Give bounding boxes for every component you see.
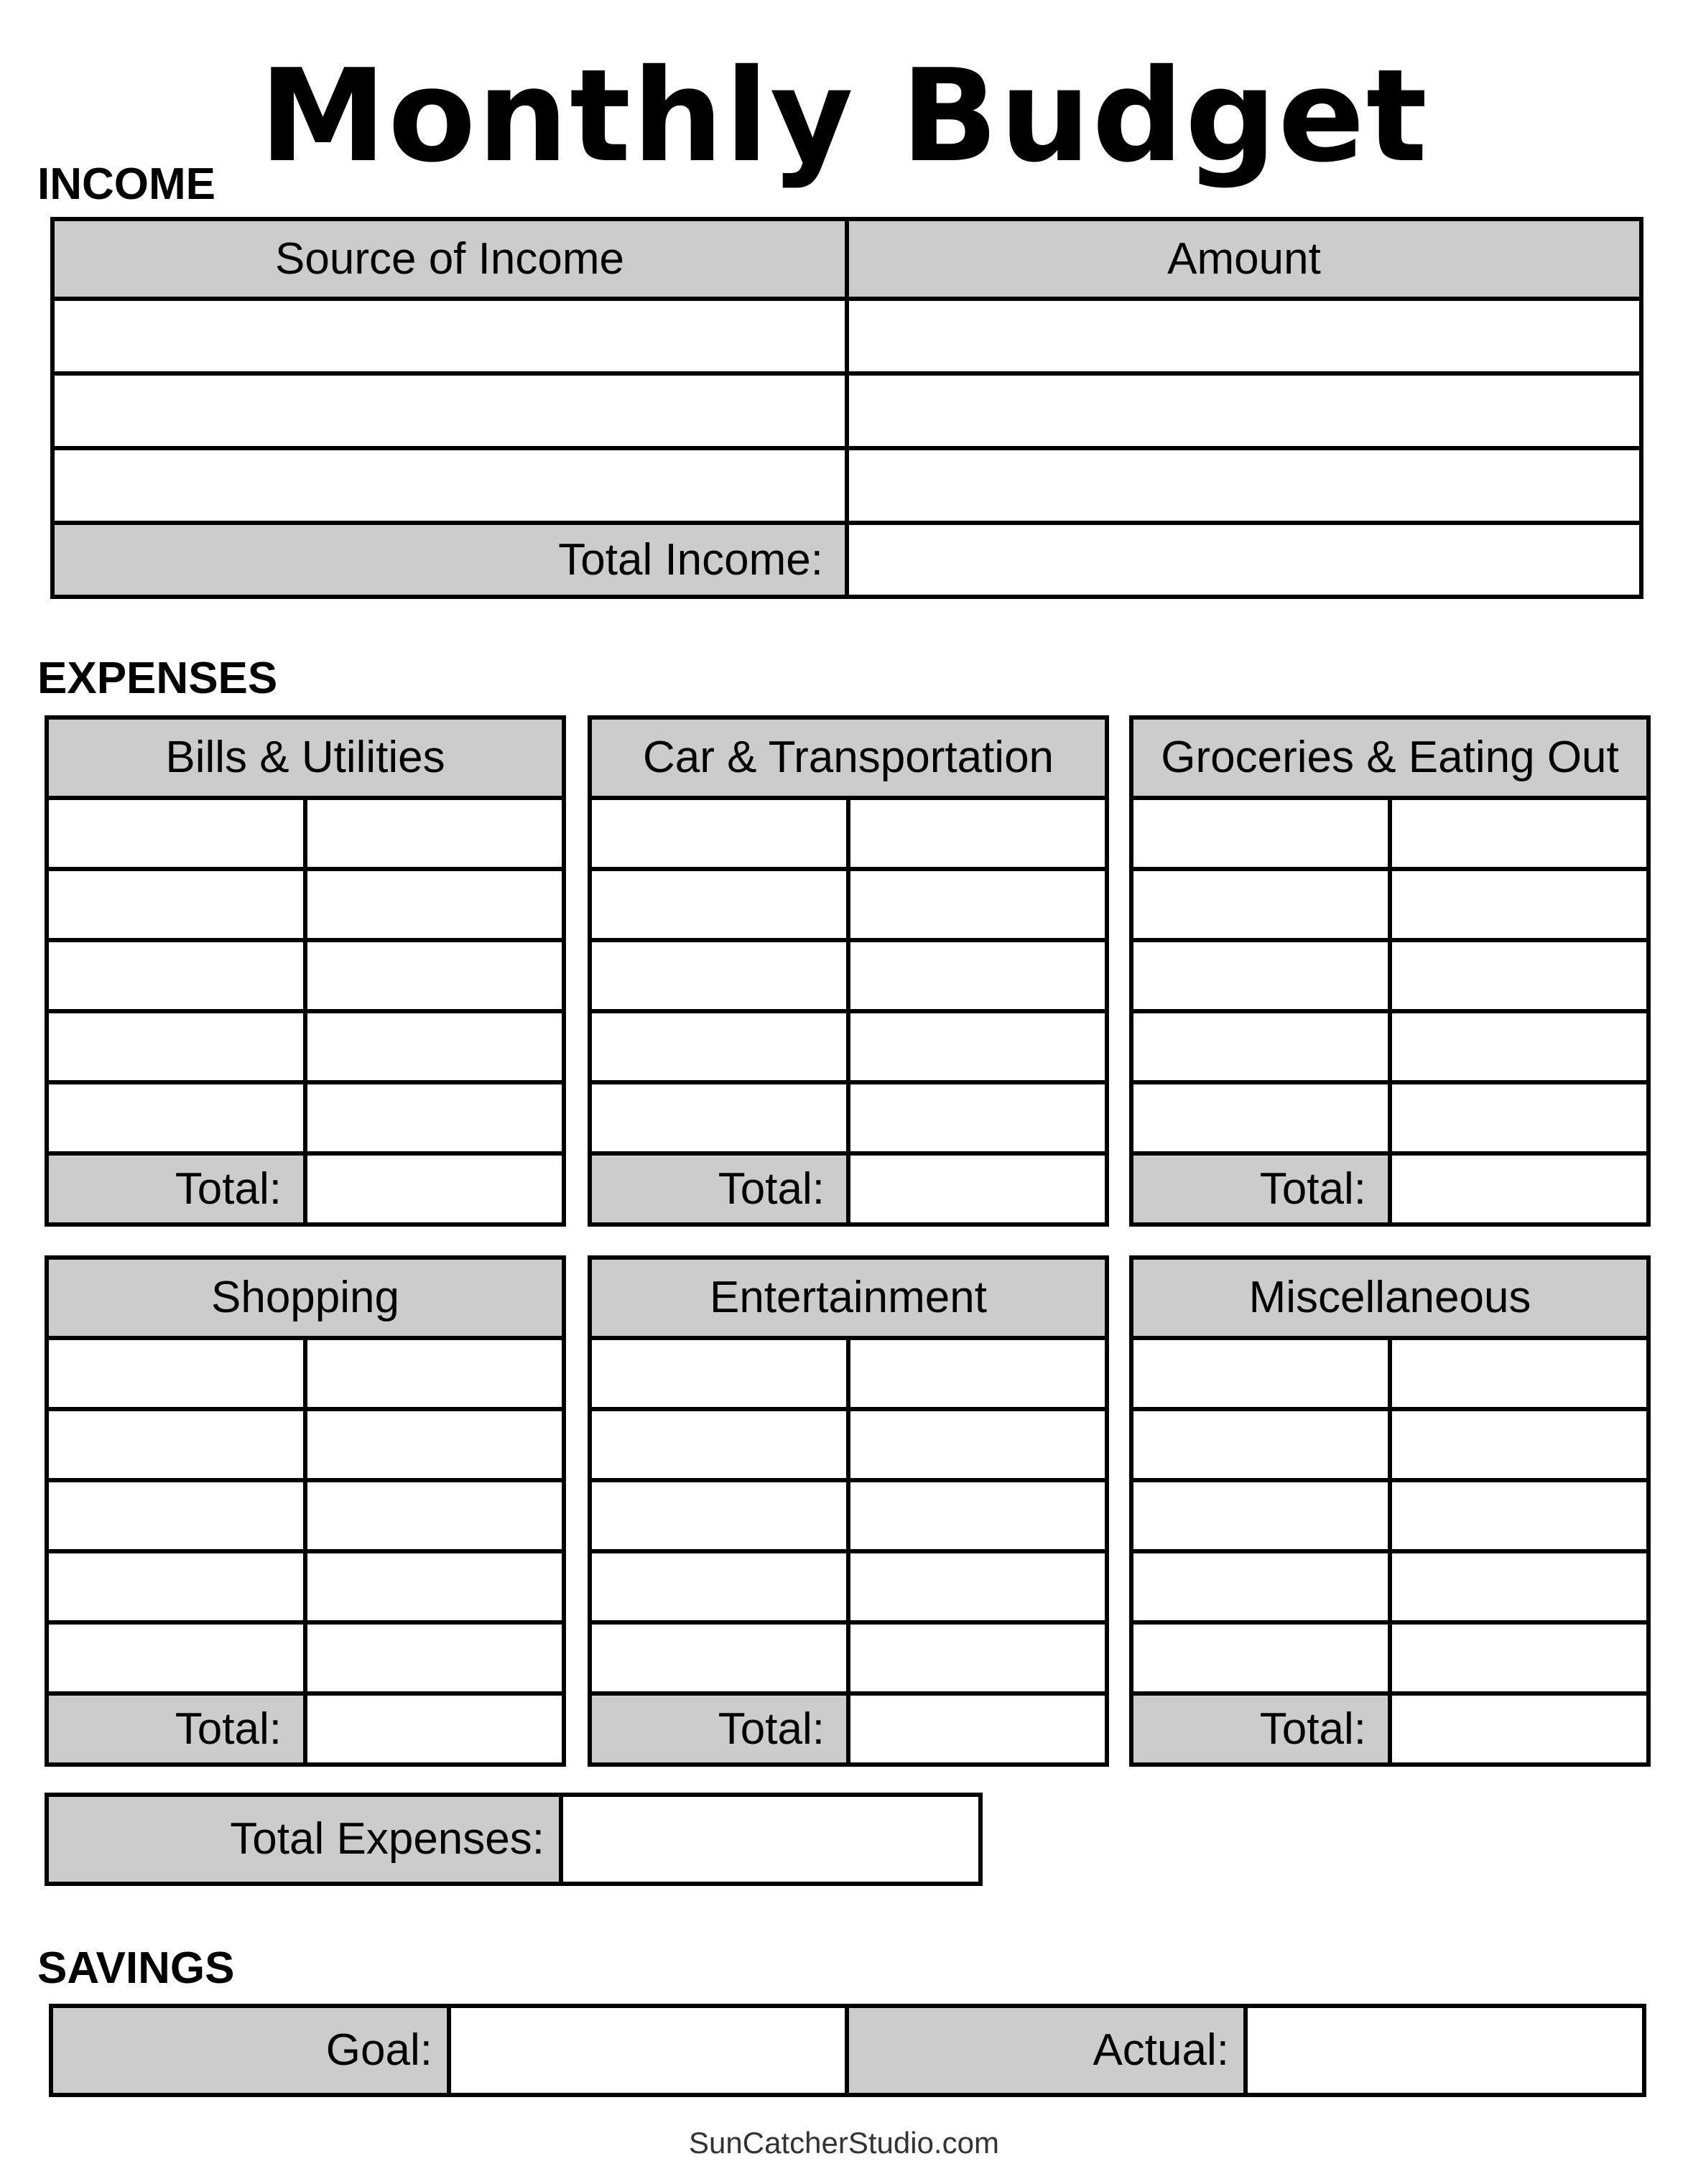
expense-item-cell[interactable]: [1131, 798, 1390, 869]
expense-amount-cell[interactable]: [305, 798, 564, 869]
expense-table-bills-utilities: [45, 715, 566, 1227]
total-expenses-table: [45, 1793, 983, 1886]
income-table: [50, 217, 1643, 599]
expense-table-entertainment: [588, 1255, 1109, 1767]
expense-amount-cell[interactable]: [848, 1480, 1107, 1551]
footer-credit: SunCatcherStudio.com: [689, 2126, 999, 2160]
expense-item-cell[interactable]: [1131, 1338, 1390, 1409]
expense-amount-cell[interactable]: [1390, 1011, 1648, 1082]
expense-amount-cell[interactable]: [1390, 869, 1648, 940]
expense-item-cell[interactable]: [1131, 1011, 1390, 1082]
expense-amount-cell[interactable]: [1390, 798, 1648, 869]
expense-item-cell[interactable]: [590, 940, 848, 1011]
expense-item-cell[interactable]: [590, 1338, 848, 1409]
expense-amount-cell[interactable]: [848, 1622, 1107, 1693]
expense-item-cell[interactable]: [47, 940, 305, 1011]
total-expenses-label: Total Expenses:: [47, 1795, 561, 1884]
income-amount-cell[interactable]: [847, 299, 1641, 373]
expense-amount-cell[interactable]: [848, 1409, 1107, 1480]
expense-item-cell[interactable]: [47, 1011, 305, 1082]
expense-item-cell[interactable]: [590, 1551, 848, 1622]
income-amount-header: Amount: [847, 219, 1641, 299]
expense-amount-cell[interactable]: [1390, 1409, 1648, 1480]
savings-actual-cell[interactable]: [1246, 2006, 1644, 2095]
expense-amount-cell[interactable]: [305, 1338, 564, 1409]
income-amount-cell[interactable]: [847, 373, 1641, 448]
expense-item-cell[interactable]: [590, 1011, 848, 1082]
expense-amount-cell[interactable]: [305, 1409, 564, 1480]
expense-item-cell[interactable]: [47, 1409, 305, 1480]
expense-amount-cell[interactable]: [1390, 1082, 1648, 1153]
expense-amount-cell[interactable]: [1390, 1622, 1648, 1693]
page-title: Monthly Budget: [259, 42, 1429, 190]
expense-item-cell[interactable]: [1131, 1551, 1390, 1622]
savings-section-label: SAVINGS: [37, 1943, 235, 1993]
expense-amount-cell[interactable]: [305, 1082, 564, 1153]
expense-total-label: Total:: [47, 1153, 305, 1225]
expense-amount-cell[interactable]: [1390, 1480, 1648, 1551]
expense-item-cell[interactable]: [1131, 1409, 1390, 1480]
expense-item-cell[interactable]: [590, 1480, 848, 1551]
income-source-cell[interactable]: [52, 373, 847, 448]
expense-total-cell[interactable]: [305, 1153, 564, 1225]
total-income-cell[interactable]: [847, 523, 1641, 597]
total-expenses-cell[interactable]: [561, 1795, 980, 1884]
expense-total-label: Total:: [1131, 1153, 1390, 1225]
expense-amount-cell[interactable]: [305, 1622, 564, 1693]
expense-total-label: Total:: [590, 1153, 848, 1225]
expense-item-cell[interactable]: [1131, 1082, 1390, 1153]
expense-amount-cell[interactable]: [848, 869, 1107, 940]
expense-table-miscellaneous: [1129, 1255, 1651, 1767]
expense-item-cell[interactable]: [1131, 869, 1390, 940]
expense-item-cell[interactable]: [47, 1082, 305, 1153]
expense-item-cell[interactable]: [47, 1551, 305, 1622]
expense-item-cell[interactable]: [1131, 1622, 1390, 1693]
expense-total-cell[interactable]: [1390, 1153, 1648, 1225]
expense-table-car-transportation: [588, 715, 1109, 1227]
expense-total-cell[interactable]: [305, 1693, 564, 1765]
expense-category-title: Shopping: [47, 1258, 564, 1338]
income-amount-cell[interactable]: [847, 448, 1641, 523]
expense-amount-cell[interactable]: [848, 940, 1107, 1011]
expense-category-title: Car & Transportation: [590, 717, 1107, 798]
expense-item-cell[interactable]: [1131, 940, 1390, 1011]
expense-item-cell[interactable]: [590, 1622, 848, 1693]
expense-amount-cell[interactable]: [305, 940, 564, 1011]
expense-amount-cell[interactable]: [305, 869, 564, 940]
expense-total-cell[interactable]: [848, 1693, 1107, 1765]
expense-category-title: Bills & Utilities: [47, 717, 564, 798]
expense-amount-cell[interactable]: [848, 1082, 1107, 1153]
income-section-label: INCOME: [37, 159, 215, 209]
expense-item-cell[interactable]: [590, 869, 848, 940]
expense-item-cell[interactable]: [590, 1082, 848, 1153]
expense-amount-cell[interactable]: [1390, 1338, 1648, 1409]
expense-amount-cell[interactable]: [848, 1551, 1107, 1622]
expense-amount-cell[interactable]: [848, 1338, 1107, 1409]
income-source-cell[interactable]: [52, 299, 847, 373]
expense-item-cell[interactable]: [47, 1480, 305, 1551]
income-source-header: Source of Income: [52, 219, 847, 299]
expense-item-cell[interactable]: [47, 1622, 305, 1693]
expense-amount-cell[interactable]: [848, 798, 1107, 869]
savings-table: [49, 2004, 1646, 2097]
income-source-cell[interactable]: [52, 448, 847, 523]
savings-goal-cell[interactable]: [449, 2006, 847, 2095]
expense-item-cell[interactable]: [1131, 1480, 1390, 1551]
total-income-label: Total Income:: [52, 523, 847, 597]
expense-total-label: Total:: [47, 1693, 305, 1765]
expense-item-cell[interactable]: [47, 869, 305, 940]
expense-table-shopping: [45, 1255, 566, 1767]
expense-amount-cell[interactable]: [305, 1551, 564, 1622]
expense-amount-cell[interactable]: [1390, 940, 1648, 1011]
expense-category-title: Entertainment: [590, 1258, 1107, 1338]
expense-item-cell[interactable]: [590, 798, 848, 869]
expense-amount-cell[interactable]: [305, 1480, 564, 1551]
expense-table-groceries-eating-out: [1129, 715, 1651, 1227]
expense-amount-cell[interactable]: [305, 1011, 564, 1082]
savings-goal-label: Goal:: [51, 2006, 449, 2095]
expense-total-cell[interactable]: [1390, 1693, 1648, 1765]
expense-category-title: Miscellaneous: [1131, 1258, 1648, 1338]
expense-item-cell[interactable]: [47, 798, 305, 869]
expense-item-cell[interactable]: [47, 1338, 305, 1409]
savings-actual-label: Actual:: [847, 2006, 1246, 2095]
expense-category-title: Groceries & Eating Out: [1131, 717, 1648, 798]
expense-amount-cell[interactable]: [848, 1011, 1107, 1082]
expense-item-cell[interactable]: [590, 1409, 848, 1480]
expenses-section-label: EXPENSES: [37, 654, 278, 703]
expense-amount-cell[interactable]: [1390, 1551, 1648, 1622]
expense-total-cell[interactable]: [848, 1153, 1107, 1225]
expense-total-label: Total:: [1131, 1693, 1390, 1765]
expense-total-label: Total:: [590, 1693, 848, 1765]
